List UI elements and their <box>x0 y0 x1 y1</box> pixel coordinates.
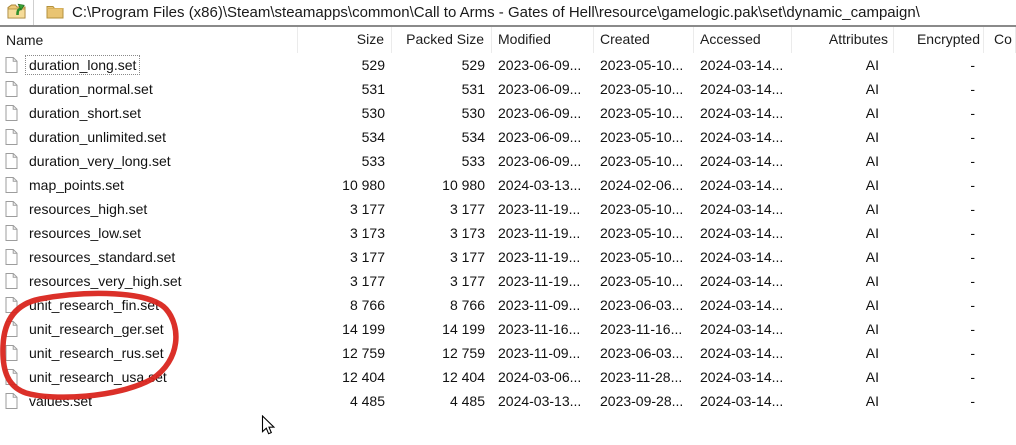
file-name-cell <box>0 127 298 147</box>
file-icon <box>5 57 18 73</box>
file-list <box>0 53 1016 413</box>
file-created: 2024-02-06... <box>600 177 684 193</box>
column-header-encrypted[interactable]: Encrypted <box>894 27 984 53</box>
file-packed-size: 3 177 <box>449 249 485 265</box>
file-packed-size: 8 766 <box>449 297 485 313</box>
table-row[interactable] <box>0 341 1016 365</box>
file-attributes: AI <box>865 153 879 169</box>
file-name: duration_unlimited.set <box>29 129 166 145</box>
file-icon <box>5 249 18 265</box>
file-accessed: 2024-03-14... <box>700 105 784 121</box>
file-attributes: AI <box>865 177 879 193</box>
file-accessed: 2024-03-14... <box>700 297 784 313</box>
file-attributes: AI <box>865 57 879 73</box>
file-attributes: AI <box>865 129 879 145</box>
file-icon <box>5 321 18 337</box>
file-name-cell <box>0 175 298 195</box>
file-name-cell <box>0 55 298 75</box>
folder-up-icon <box>6 1 27 25</box>
file-size: 14 199 <box>342 321 385 337</box>
up-one-level-button[interactable] <box>0 0 33 25</box>
file-modified: 2024-03-06... <box>498 369 582 385</box>
file-icon <box>5 297 18 313</box>
file-packed-size: 3 177 <box>449 273 485 289</box>
column-header-attributes[interactable]: Attributes <box>792 27 894 53</box>
file-attributes: AI <box>865 81 879 97</box>
file-encrypted: - <box>970 201 975 217</box>
file-name-cell <box>0 271 298 291</box>
file-size: 529 <box>361 57 385 73</box>
file-packed-size: 10 980 <box>442 177 485 193</box>
file-accessed: 2024-03-14... <box>700 393 784 409</box>
file-icon <box>5 201 18 217</box>
file-name-cell <box>0 103 298 123</box>
file-encrypted: - <box>970 393 975 409</box>
file-packed-size: 530 <box>461 105 485 121</box>
file-name: duration_long.set <box>25 55 140 75</box>
file-created: 2023-06-03... <box>600 297 684 313</box>
file-name: resources_high.set <box>29 201 148 217</box>
file-icon <box>5 225 18 241</box>
file-modified: 2023-11-09... <box>498 297 581 313</box>
file-name: unit_research_fin.set <box>29 297 159 313</box>
file-name: unit_research_usa.set <box>29 369 167 385</box>
table-row[interactable] <box>0 245 1016 269</box>
file-name: values.set <box>29 393 93 409</box>
file-icon <box>5 153 18 169</box>
file-name-cell <box>0 79 298 99</box>
file-created: 2023-05-10... <box>600 225 684 241</box>
mouse-cursor <box>261 415 277 437</box>
table-row[interactable] <box>0 389 1016 413</box>
file-accessed: 2024-03-14... <box>700 225 784 241</box>
file-attributes: AI <box>865 321 879 337</box>
file-name: resources_very_high.set <box>29 273 182 289</box>
address-bar[interactable] <box>34 0 1016 25</box>
file-encrypted: - <box>970 57 975 73</box>
file-encrypted: - <box>970 129 975 145</box>
file-size: 531 <box>361 81 385 97</box>
file-encrypted: - <box>970 177 975 193</box>
file-size: 530 <box>361 105 385 121</box>
table-row[interactable] <box>0 53 1016 77</box>
file-modified: 2023-11-09... <box>498 345 581 361</box>
column-header-comment[interactable]: Co <box>984 27 1016 53</box>
file-created: 2023-05-10... <box>600 57 684 73</box>
file-modified: 2023-11-16... <box>498 321 581 337</box>
file-attributes: AI <box>865 249 879 265</box>
file-encrypted: - <box>970 249 975 265</box>
file-name-cell <box>0 223 298 243</box>
file-size: 533 <box>361 153 385 169</box>
file-accessed: 2024-03-14... <box>700 273 784 289</box>
file-encrypted: - <box>970 345 975 361</box>
file-name: duration_normal.set <box>29 81 153 97</box>
file-attributes: AI <box>865 369 879 385</box>
file-modified: 2023-06-09... <box>498 153 582 169</box>
file-name-cell <box>0 151 298 171</box>
file-size: 12 404 <box>342 369 385 385</box>
table-row[interactable] <box>0 77 1016 101</box>
file-encrypted: - <box>970 153 975 169</box>
file-size: 3 177 <box>349 249 385 265</box>
file-icon <box>5 105 18 121</box>
file-created: 2023-05-10... <box>600 249 684 265</box>
column-header-modified[interactable]: Modified <box>492 27 594 53</box>
file-accessed: 2024-03-14... <box>700 321 784 337</box>
file-size: 3 177 <box>349 201 385 217</box>
file-accessed: 2024-03-14... <box>700 345 784 361</box>
file-accessed: 2024-03-14... <box>700 81 784 97</box>
file-modified: 2024-03-13... <box>498 393 582 409</box>
file-name-cell <box>0 319 298 339</box>
table-row[interactable] <box>0 125 1016 149</box>
column-header-accessed[interactable]: Accessed <box>694 27 792 53</box>
file-name-cell <box>0 295 298 315</box>
toolbar <box>0 0 1016 27</box>
file-accessed: 2024-03-14... <box>700 369 784 385</box>
file-modified: 2023-11-19... <box>498 249 581 265</box>
file-size: 534 <box>361 129 385 145</box>
file-encrypted: - <box>970 321 975 337</box>
file-created: 2023-05-10... <box>600 201 684 217</box>
file-name: duration_very_long.set <box>29 153 171 169</box>
file-encrypted: - <box>970 105 975 121</box>
file-icon <box>5 129 18 145</box>
file-size: 10 980 <box>342 177 385 193</box>
file-modified: 2023-11-19... <box>498 273 581 289</box>
file-packed-size: 531 <box>461 81 485 97</box>
column-header-packed[interactable]: Packed Size <box>392 27 492 53</box>
file-size: 8 766 <box>349 297 385 313</box>
file-packed-size: 534 <box>461 129 485 145</box>
file-name-cell <box>0 367 298 387</box>
file-accessed: 2024-03-14... <box>700 129 784 145</box>
file-modified: 2023-06-09... <box>498 129 582 145</box>
file-created: 2023-05-10... <box>600 129 684 145</box>
file-icon <box>5 81 18 97</box>
table-row[interactable] <box>0 101 1016 125</box>
file-packed-size: 4 485 <box>449 393 485 409</box>
file-name-cell <box>0 199 298 219</box>
file-attributes: AI <box>865 201 879 217</box>
file-encrypted: - <box>970 225 975 241</box>
file-icon <box>5 393 18 409</box>
table-row[interactable] <box>0 269 1016 293</box>
file-modified: 2023-11-19... <box>498 201 581 217</box>
file-name-cell <box>0 247 298 267</box>
file-name: unit_research_ger.set <box>29 321 164 337</box>
file-name-cell <box>0 343 298 363</box>
file-icon <box>5 177 18 193</box>
file-attributes: AI <box>865 345 879 361</box>
file-created: 2023-05-10... <box>600 273 684 289</box>
file-created: 2023-09-28... <box>600 393 684 409</box>
file-created: 2023-05-10... <box>600 81 684 97</box>
file-accessed: 2024-03-14... <box>700 153 784 169</box>
file-modified: 2023-06-09... <box>498 57 582 73</box>
file-created: 2023-05-10... <box>600 105 684 121</box>
file-attributes: AI <box>865 105 879 121</box>
column-header-row <box>0 27 1016 53</box>
file-name: resources_standard.set <box>29 249 176 265</box>
table-row[interactable] <box>0 197 1016 221</box>
table-row[interactable] <box>0 317 1016 341</box>
file-icon <box>5 345 18 361</box>
file-encrypted: - <box>970 273 975 289</box>
file-accessed: 2024-03-14... <box>700 249 784 265</box>
table-row[interactable] <box>0 221 1016 245</box>
file-name-cell <box>0 391 298 411</box>
file-accessed: 2024-03-14... <box>700 57 784 73</box>
file-created: 2023-11-16... <box>600 321 683 337</box>
file-packed-size: 3 177 <box>449 201 485 217</box>
file-packed-size: 529 <box>461 57 485 73</box>
file-icon <box>5 273 18 289</box>
file-packed-size: 14 199 <box>442 321 485 337</box>
file-modified: 2023-06-09... <box>498 81 582 97</box>
table-row[interactable] <box>0 365 1016 389</box>
table-row[interactable] <box>0 149 1016 173</box>
column-header-created[interactable]: Created <box>594 27 694 53</box>
file-created: 2023-11-28... <box>600 369 683 385</box>
file-name: resources_low.set <box>29 225 142 241</box>
file-size: 4 485 <box>349 393 385 409</box>
address-path: C:\Program Files (x86)\Steam\steamapps\common\Call to Arms - Gates of Hell\resource\gamelogic.pak\set\dynamic_campaign\ <box>72 4 920 21</box>
file-encrypted: - <box>970 297 975 313</box>
file-modified: 2024-03-13... <box>498 177 582 193</box>
column-header-size[interactable]: Size <box>298 27 392 53</box>
file-attributes: AI <box>865 297 879 313</box>
file-created: 2023-06-03... <box>600 345 684 361</box>
file-packed-size: 3 173 <box>449 225 485 241</box>
file-attributes: AI <box>865 273 879 289</box>
file-size: 3 177 <box>349 273 385 289</box>
table-row[interactable] <box>0 173 1016 197</box>
file-size: 12 759 <box>342 345 385 361</box>
file-modified: 2023-11-19... <box>498 225 581 241</box>
file-icon <box>5 369 18 385</box>
file-encrypted: - <box>970 81 975 97</box>
file-packed-size: 533 <box>461 153 485 169</box>
file-packed-size: 12 404 <box>442 369 485 385</box>
column-header-name[interactable]: Name <box>0 27 298 53</box>
file-packed-size: 12 759 <box>442 345 485 361</box>
table-row[interactable] <box>0 293 1016 317</box>
file-name: unit_research_rus.set <box>29 345 164 361</box>
file-attributes: AI <box>865 393 879 409</box>
file-attributes: AI <box>865 225 879 241</box>
file-created: 2023-05-10... <box>600 153 684 169</box>
file-name: duration_short.set <box>29 105 142 121</box>
file-size: 3 173 <box>349 225 385 241</box>
folder-icon <box>46 4 64 22</box>
file-encrypted: - <box>970 369 975 385</box>
file-name: map_points.set <box>29 177 124 193</box>
file-modified: 2023-06-09... <box>498 105 582 121</box>
file-accessed: 2024-03-14... <box>700 201 784 217</box>
file-accessed: 2024-03-14... <box>700 177 784 193</box>
